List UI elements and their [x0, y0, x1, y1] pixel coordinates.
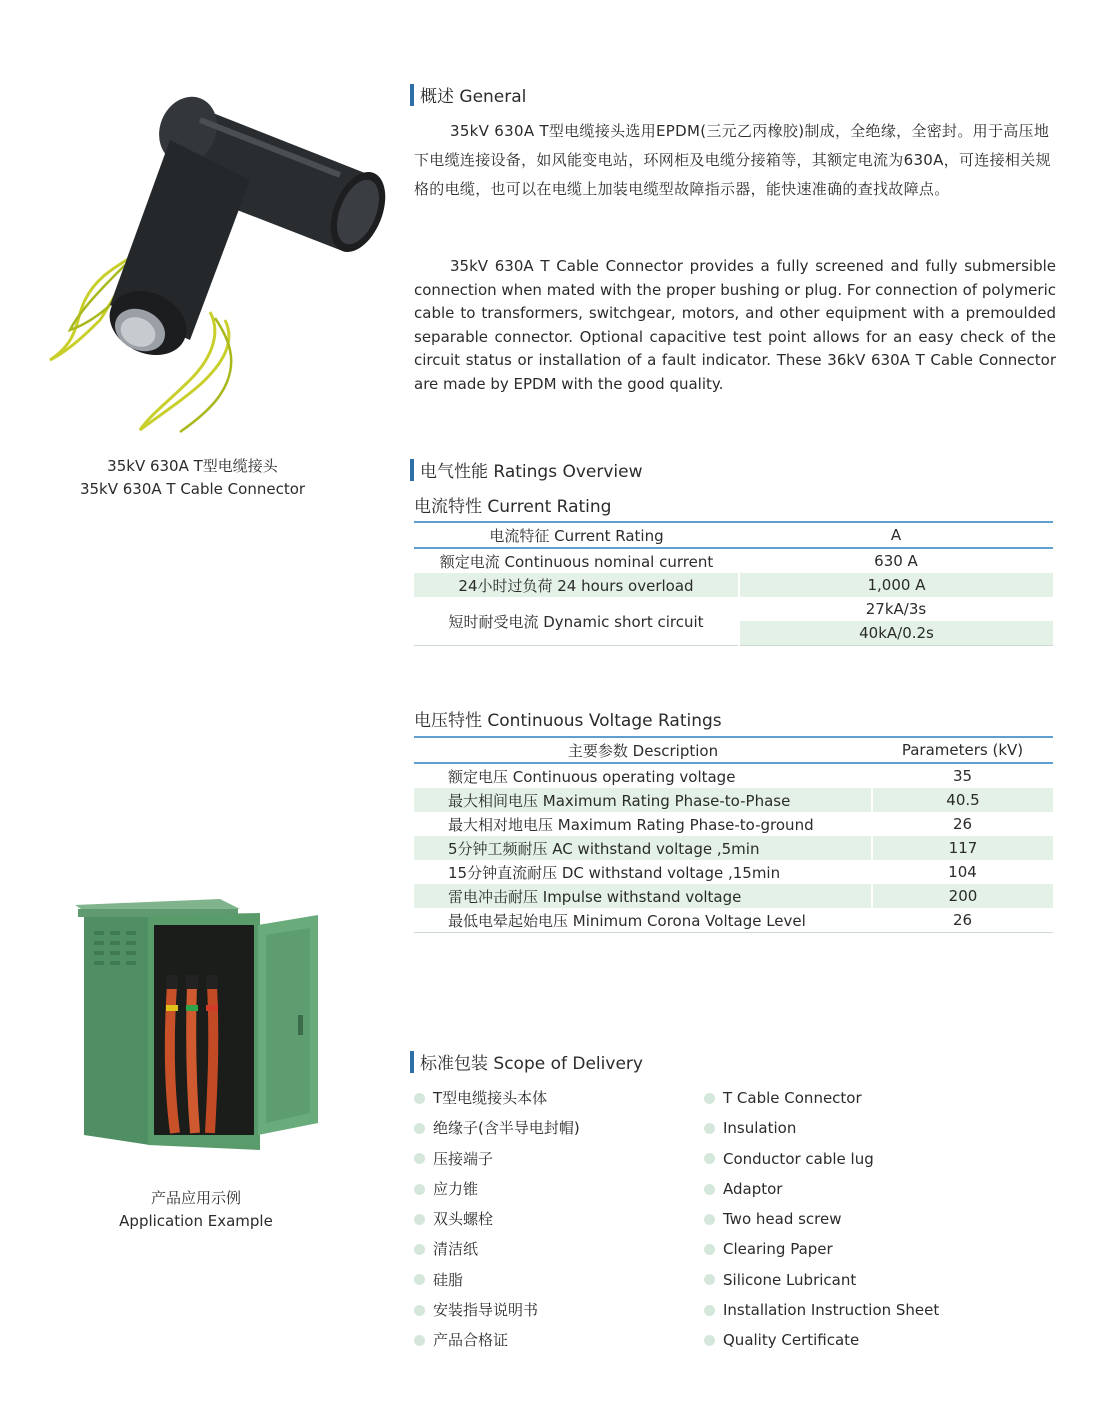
voltage-rating-title: 电压特性 Continuous Voltage Ratings [414, 711, 722, 731]
bullet-icon [414, 1274, 425, 1285]
list-item [414, 1325, 580, 1355]
bullet-icon [414, 1123, 425, 1134]
list-item [704, 1204, 939, 1234]
bullet-icon [414, 1153, 425, 1164]
table-cell-value: 200 [872, 884, 1053, 908]
table-cell-label: 最低电晕起始电压 Minimum Corona Voltage Level [414, 908, 872, 933]
bullet-icon [704, 1184, 715, 1195]
table-row [414, 860, 1053, 884]
table-header-cell: 电流特征 Current Rating [414, 522, 739, 548]
list-item-label: Installation Instruction Sheet [723, 1301, 940, 1320]
bullet-icon [704, 1123, 715, 1134]
heading-accent-bar [410, 1051, 414, 1073]
table-cell-value: 40kA/0.2s [739, 621, 1053, 646]
voltage-rating-table [414, 736, 1053, 933]
bullet-icon [414, 1184, 425, 1195]
list-item-label: 绝缘子(含半导电封帽) [433, 1119, 580, 1138]
bullet-icon [414, 1305, 425, 1316]
list-item [704, 1295, 939, 1325]
list-item [414, 1144, 580, 1174]
list-item [704, 1174, 939, 1204]
list-item [704, 1265, 939, 1295]
delivery-heading-text: 标准包装 Scope of Delivery [420, 1054, 643, 1074]
list-item [704, 1325, 939, 1355]
table-row [414, 763, 1053, 788]
application-caption-en: Application Example [119, 1212, 273, 1230]
table-cell-label: 最大相对地电压 Maximum Rating Phase-to-ground [448, 815, 814, 834]
table-cell-value: 117 [872, 836, 1053, 860]
list-item-label: 压接端子 [433, 1149, 494, 1168]
list-item [704, 1144, 939, 1174]
list-item-label: 硅脂 [433, 1270, 464, 1289]
bullet-icon [704, 1274, 715, 1285]
bullet-icon [704, 1093, 715, 1104]
table-cell-label: 最大相间电压 Maximum Rating Phase-to-Phase [414, 788, 872, 812]
bullet-icon [414, 1214, 425, 1225]
list-item-label: 双头螺栓 [433, 1210, 494, 1229]
t-connector-photo [40, 80, 390, 440]
heading-accent-bar [410, 459, 414, 481]
list-item [704, 1083, 939, 1113]
table-header-cell: 主要参数 Description [414, 737, 872, 763]
bullet-icon [704, 1244, 715, 1255]
list-item-label: Silicone Lubricant [723, 1270, 857, 1289]
table-cell-value: 104 [948, 863, 977, 881]
table-header-cell: Parameters (kV) [872, 737, 1053, 763]
product-caption-cn: 35kV 630A T型电缆接头 [107, 457, 278, 475]
list-item-label: 产品合格证 [433, 1331, 509, 1350]
cabinet-photo [70, 895, 320, 1160]
list-item [414, 1234, 580, 1264]
table-cell-value: 630 A [874, 552, 918, 570]
bullet-icon [414, 1335, 425, 1346]
general-cn-paragraph: 35kV 630A T型电缆接头选用EPDM(三元乙丙橡胶)制成，全绝缘，全密封。用于高压地下电缆连接设备，如风能变电站，环网柜及电缆分接箱等，其额定电流为630A，可连接相关规格的电缆，也可以在电缆上加装电缆型故障指示器，能快速准确的查找故障点。 [414, 122, 1051, 198]
heading-accent-bar [410, 84, 414, 106]
table-cell-value: 35 [952, 767, 973, 785]
general-heading [410, 82, 526, 107]
table-cell-value: 1,000 A [739, 573, 1053, 597]
ratings-heading-text: 电气性能 Ratings Overview [420, 462, 643, 482]
list-item-label: 应力锥 [433, 1179, 479, 1198]
table-cell-label: 短时耐受电流 Dynamic short circuit [414, 597, 739, 646]
list-item-label: Conductor cable lug [723, 1149, 874, 1168]
list-item [414, 1204, 580, 1234]
list-item-label: Adaptor [723, 1179, 783, 1198]
table-row [414, 884, 1053, 908]
ratings-heading [410, 457, 643, 482]
table-cell-label: 额定电流 Continuous nominal current [439, 552, 714, 571]
table-cell-label: 雷电冲击耐压 Impulse withstand voltage [414, 884, 872, 908]
list-item-label: Quality Certificate [723, 1331, 860, 1350]
delivery-list-en [704, 1083, 939, 1356]
table-row [414, 836, 1053, 860]
delivery-list-cn [414, 1083, 580, 1356]
list-item [704, 1234, 939, 1264]
list-item [414, 1174, 580, 1204]
table-cell-label: 15分钟直流耐压 DC withstand voltage ,15min [448, 863, 781, 882]
bullet-icon [704, 1153, 715, 1164]
list-item-label: 安装指导说明书 [433, 1301, 539, 1320]
list-item [414, 1265, 580, 1295]
table-cell-label: 5分钟工频耐压 AC withstand voltage ,5min [414, 836, 872, 860]
table-cell-label: 额定电压 Continuous operating voltage [448, 767, 736, 786]
list-item-label: T型电缆接头本体 [433, 1089, 548, 1107]
list-item-label: Clearing Paper [723, 1240, 833, 1259]
table-cell-label: 24小时过负荷 24 hours overload [414, 573, 739, 597]
list-item [704, 1113, 939, 1143]
general-en-paragraph: 35kV 630A T Cable Connector provides a fully screened and fully submersible connection when mated with the proper bushing or plug. For connection of polymeric cable to transformers, switchgear, motors, and other equipment with a premoulded separable connector. Optional capacitive test point allows for an easy check of the circuit status or installation of a fault indicator. These 36kV 630A T Cable Connector are made by EPDM with the good quality. [414, 257, 1056, 393]
bullet-icon [704, 1335, 715, 1346]
table-row [414, 548, 1053, 573]
table-header-row [414, 737, 1053, 763]
table-header-row [414, 522, 1053, 548]
table-cell-value: 40.5 [872, 788, 1053, 812]
list-item [414, 1113, 580, 1143]
table-row [414, 573, 1053, 597]
product-caption-en: 35kV 630A T Cable Connector [79, 480, 306, 498]
table-row [414, 788, 1053, 812]
list-item [414, 1295, 580, 1325]
bullet-icon [414, 1093, 425, 1104]
table-row [414, 597, 1053, 621]
bullet-icon [704, 1214, 715, 1225]
bullet-icon [414, 1244, 425, 1255]
current-rating-table [414, 521, 1053, 646]
list-item-label: 清洁纸 [433, 1240, 479, 1259]
general-heading-text: 概述 General [420, 87, 527, 107]
table-cell-value: 26 [952, 815, 973, 833]
application-caption [60, 1187, 332, 1233]
list-item-label: Insulation [723, 1119, 797, 1138]
table-cell-value: 27kA/3s [865, 600, 927, 618]
table-row [414, 908, 1053, 933]
product-caption [40, 455, 345, 501]
table-row [414, 812, 1053, 836]
current-rating-title: 电流特性 Current Rating [414, 497, 612, 517]
list-item-label: T Cable Connector [723, 1089, 862, 1107]
table-header-cell: A [739, 522, 1053, 548]
delivery-heading [410, 1049, 643, 1074]
bullet-icon [704, 1305, 715, 1316]
list-item-label: Two head screw [723, 1210, 842, 1229]
application-caption-cn: 产品应用示例 [150, 1189, 241, 1207]
table-cell-value: 26 [872, 908, 1053, 933]
list-item [414, 1083, 580, 1113]
